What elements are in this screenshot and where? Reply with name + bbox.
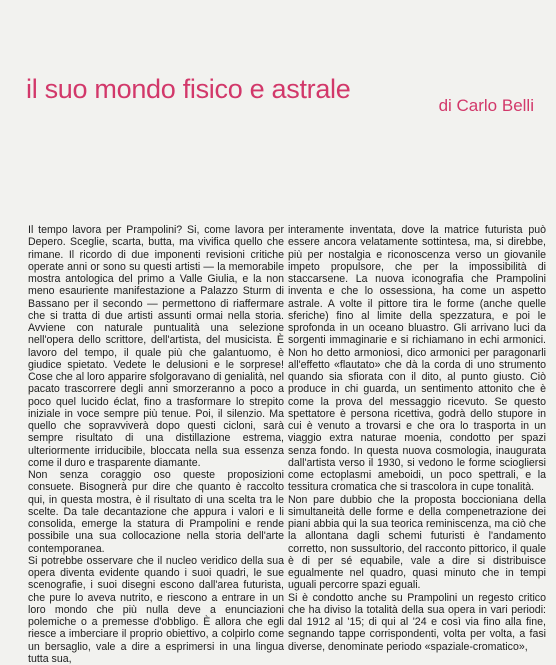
paragraph: Non pare dubbio che la proposta boccioniana della simultaneità delle forme e della compenetrazione dei piani abbia qui la sua teorica reminiscenza, ma ciò che la allontana dagli schemi futuristi è l'andamento corretto, non sussultorio, del racconto pittorico, il quale è di per sé equabile, vale a dire si distribuisce egualmente nel quadro, quasi minuto che in tempi uguali percorre spazi eguali. [288,493,546,592]
paragraph: Non senza coraggio oso queste proposizioni consuete. Bisognerà pur dire che quanto è raccolto qui, in questa mostra, è il risultato di una scelta tra le scelte. Da tale decantazione che appura i valori e li consolida, emerge la statura di Prampolini e rende possibile una sua collocazione nella storia dell'arte contemporanea. [28,469,284,555]
paragraph: Si è condotto anche su Prampolini un regesto critico che ha diviso la totalità della sua opera in vari periodi: dal 1912 al '15; di qui al '24 e così via fino alla fine, segnando tappe corrispondenti, volta per volta, a fasi diverse, denominate periodo «spaziale-cromatico», [288,591,546,653]
paragraph: Il tempo lavora per Prampolini? Si, come lavora per Depero. Sceglie, scarta, butta, ma vivifica quello che rimane. Il ricordo di due imponenti revisioni critiche operate anni or sono su questi artisti — la memorabile mostra antologica del primo a Valle Giulia, e la non meno esauriente manifestazione a Palazzo Sturm di Bassano per il secondo — permettono di riaffermare che si tratta di due artisti assunti ormai nella storia. Avviene con naturale puntualità una selezione nell'opera dello scrittore, dell'artista, del musicista. È lavoro del tempo, il quale più che galantuomo, è giudice spietato. Vedete le delusioni e le sorprese! Cose che al loro apparire sfolgoravano di genialità, nel pacato trascorrere degli anni smorzeranno a poco a poco quel lucido éclat, fino a trasformare lo strepito iniziale in voce sempre più tenue. Poi, il silenzio. Ma quello che sopravviverà dopo questi cicloni, sarà sempre risultato di una distillazione estrema, ulteriormente irriducibile, bloccata nella sua essenza come il duro e trasparente diamante. [28,224,284,469]
left-text-column [28,224,284,665]
paragraph: interamente inventata, dove la matrice futurista può essere ancora velatamente sottintesa, ma, si direbbe, più per nostalgia e riconoscenza verso un giovanile impeto propulsore, che per la impossibilità di staccarsene. La nuova iconografia che Prampolini inventa e che lo ossessiona, ha come un aspetto astrale. A volte il pittore tira le forme (anche quelle sferiche) fino al limite della spezzatura, e poi le sprofonda in un oceano bluastro. Gli arrivano luci da sorgenti immaginarie e si richiamano in echi armonici. Non ho detto armoniosi, dico armonici per paragonarli all'effetto «flautato» che dà la corda di uno strumento quando sia sfiorata con il dito, al punto giusto. Ciò produce in chi guarda, un sentimento attonito che è come la prova del messaggio ricevuto. Se questo spettatore è persona ricettiva, godrà dello stupore in cui è venuto a trovarsi e che ora lo trasporta in un viaggio extra naturae moenia, condotto per spazi senza fondo. In questa nuova cosmologia, inaugurata dall'artista verso il 1930, si vedono le forme sciogliersi come ectoplasmi ameboidi, un poco spettrali, e la tessitura cromatica che si trascolora in cupe tonalità. [288,224,546,494]
paragraph: Si potrebbe osservare che il nucleo veridico della sua opera diventa evidente quando i suoi quadri, le sue scenografie, i suoi disegni escono dall'area futurista, che pure lo aveva nutrito, e riescono a entrare in un loro mondo che più nulla deve a enunciazioni polemiche o a premesse d'obbligo. È allora che egli riesce a imberciare il proprio obiettivo, a colpirlo come un bersaglio, vale a dire a esprimersi in una lingua tutta sua, [28,554,284,665]
right-text-column [288,224,546,653]
article-author: di Carlo Belli [438,96,534,115]
article-title: il suo mondo fisico e astrale [26,74,351,105]
